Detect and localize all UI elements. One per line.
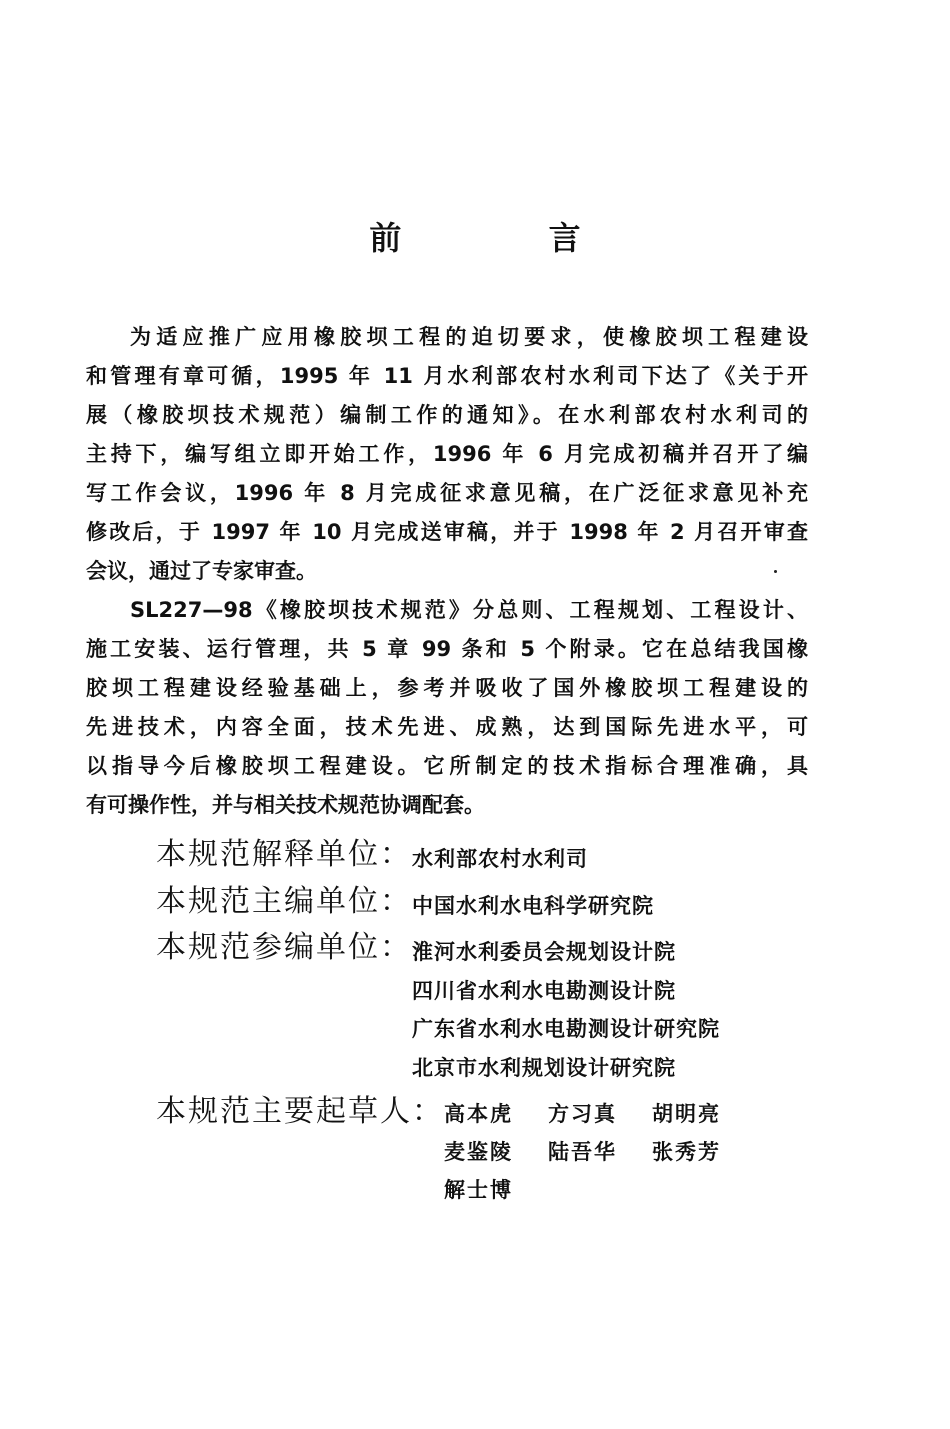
credit-value: 中国水利水电科学研究院 xyxy=(412,893,654,918)
drafter-name: 张秀芳 xyxy=(652,1140,721,1164)
paragraph-line: 有可操作性，并与相关技术规范协调配套。 xyxy=(86,793,485,817)
drafter-row xyxy=(444,1133,756,1171)
credit-label: 本规范主编单位： xyxy=(156,883,412,919)
foreword-body xyxy=(86,318,808,825)
paragraph-1 xyxy=(86,318,808,591)
stray-mark xyxy=(774,570,777,573)
drafter-name: 陆吾华 xyxy=(548,1140,617,1164)
drafter-name: 方习真 xyxy=(548,1102,617,1126)
credit-participating-units xyxy=(156,925,856,1087)
credit-values xyxy=(412,925,720,1087)
drafter-name: 麦鉴陵 xyxy=(444,1140,513,1164)
credit-label: 本规范参编单位： xyxy=(156,930,412,965)
paragraph-line: SL227—98《橡胶坝技术规范》分总则、工程规划、工程设计、 xyxy=(130,598,808,622)
drafter-row xyxy=(444,1095,756,1133)
credit-values xyxy=(412,879,654,926)
paragraph-2 xyxy=(86,591,808,825)
paragraph-line: 会议，通过了专家审查。 xyxy=(86,559,317,583)
credit-value: 广东省水利水电勘测设计研究院 xyxy=(412,1017,720,1041)
credit-value: 水利部农村水利司 xyxy=(412,847,588,871)
paragraph-line: 主持下，编写组立即开始工作，1996 年 6 月完成初稿并召开了编 xyxy=(86,442,808,466)
drafter-row xyxy=(444,1171,756,1209)
credit-value: 四川省水利水电勘测设计院 xyxy=(412,978,676,1003)
credit-main-drafters xyxy=(156,1089,856,1209)
credit-chief-editing-unit xyxy=(156,879,856,926)
credit-value: 北京市水利规划设计研究院 xyxy=(412,1055,676,1080)
drafter-name: 高本虎 xyxy=(444,1102,513,1126)
paragraph-line: 写工作会议，1996 年 8 月完成征求意见稿，在广泛征求意见补充 xyxy=(86,481,808,505)
drafter-names xyxy=(444,1089,756,1209)
credit-interpreting-unit xyxy=(156,832,856,879)
paragraph-line: 为适应推广应用橡胶坝工程的迫切要求，使橡胶坝工程建设 xyxy=(130,325,808,349)
page-title: 前 言 xyxy=(369,219,649,257)
credit-values xyxy=(412,832,588,879)
paragraph-line: 胶坝工程建设经验基础上，参考并吸收了国外橡胶坝工程建设的 xyxy=(86,676,808,700)
paragraph-line: 施工安装、运行管理，共 5 章 99 条和 5 个附录。它在总结我国橡 xyxy=(86,637,808,661)
drafter-name: 胡明亮 xyxy=(652,1102,721,1126)
paragraph-line: 先进技术，内容全面，技术先进、成熟，达到国际先进水平，可 xyxy=(86,715,808,739)
paragraph-line: 以指导今后橡胶坝工程建设。它所制定的技术指标合理准确，具 xyxy=(86,754,808,778)
paragraph-line: 展（橡胶坝技术规范）编制工作的通知》。在水利部农村水利司的 xyxy=(86,403,808,427)
credits-section xyxy=(156,832,856,1209)
credit-label: 本规范主要起草人： xyxy=(156,1094,444,1129)
drafter-name: 解士博 xyxy=(444,1178,513,1202)
paragraph-line: 修改后，于 1997 年 10 月完成送审稿，并于 1998 年 2 月召开审查 xyxy=(86,520,808,544)
credit-value: 淮河水利委员会规划设计院 xyxy=(412,940,676,964)
paragraph-line: 和管理有章可循，1995 年 11 月水利部农村水利司下达了《关于开 xyxy=(86,364,808,388)
credit-label: 本规范解释单位： xyxy=(156,837,412,872)
